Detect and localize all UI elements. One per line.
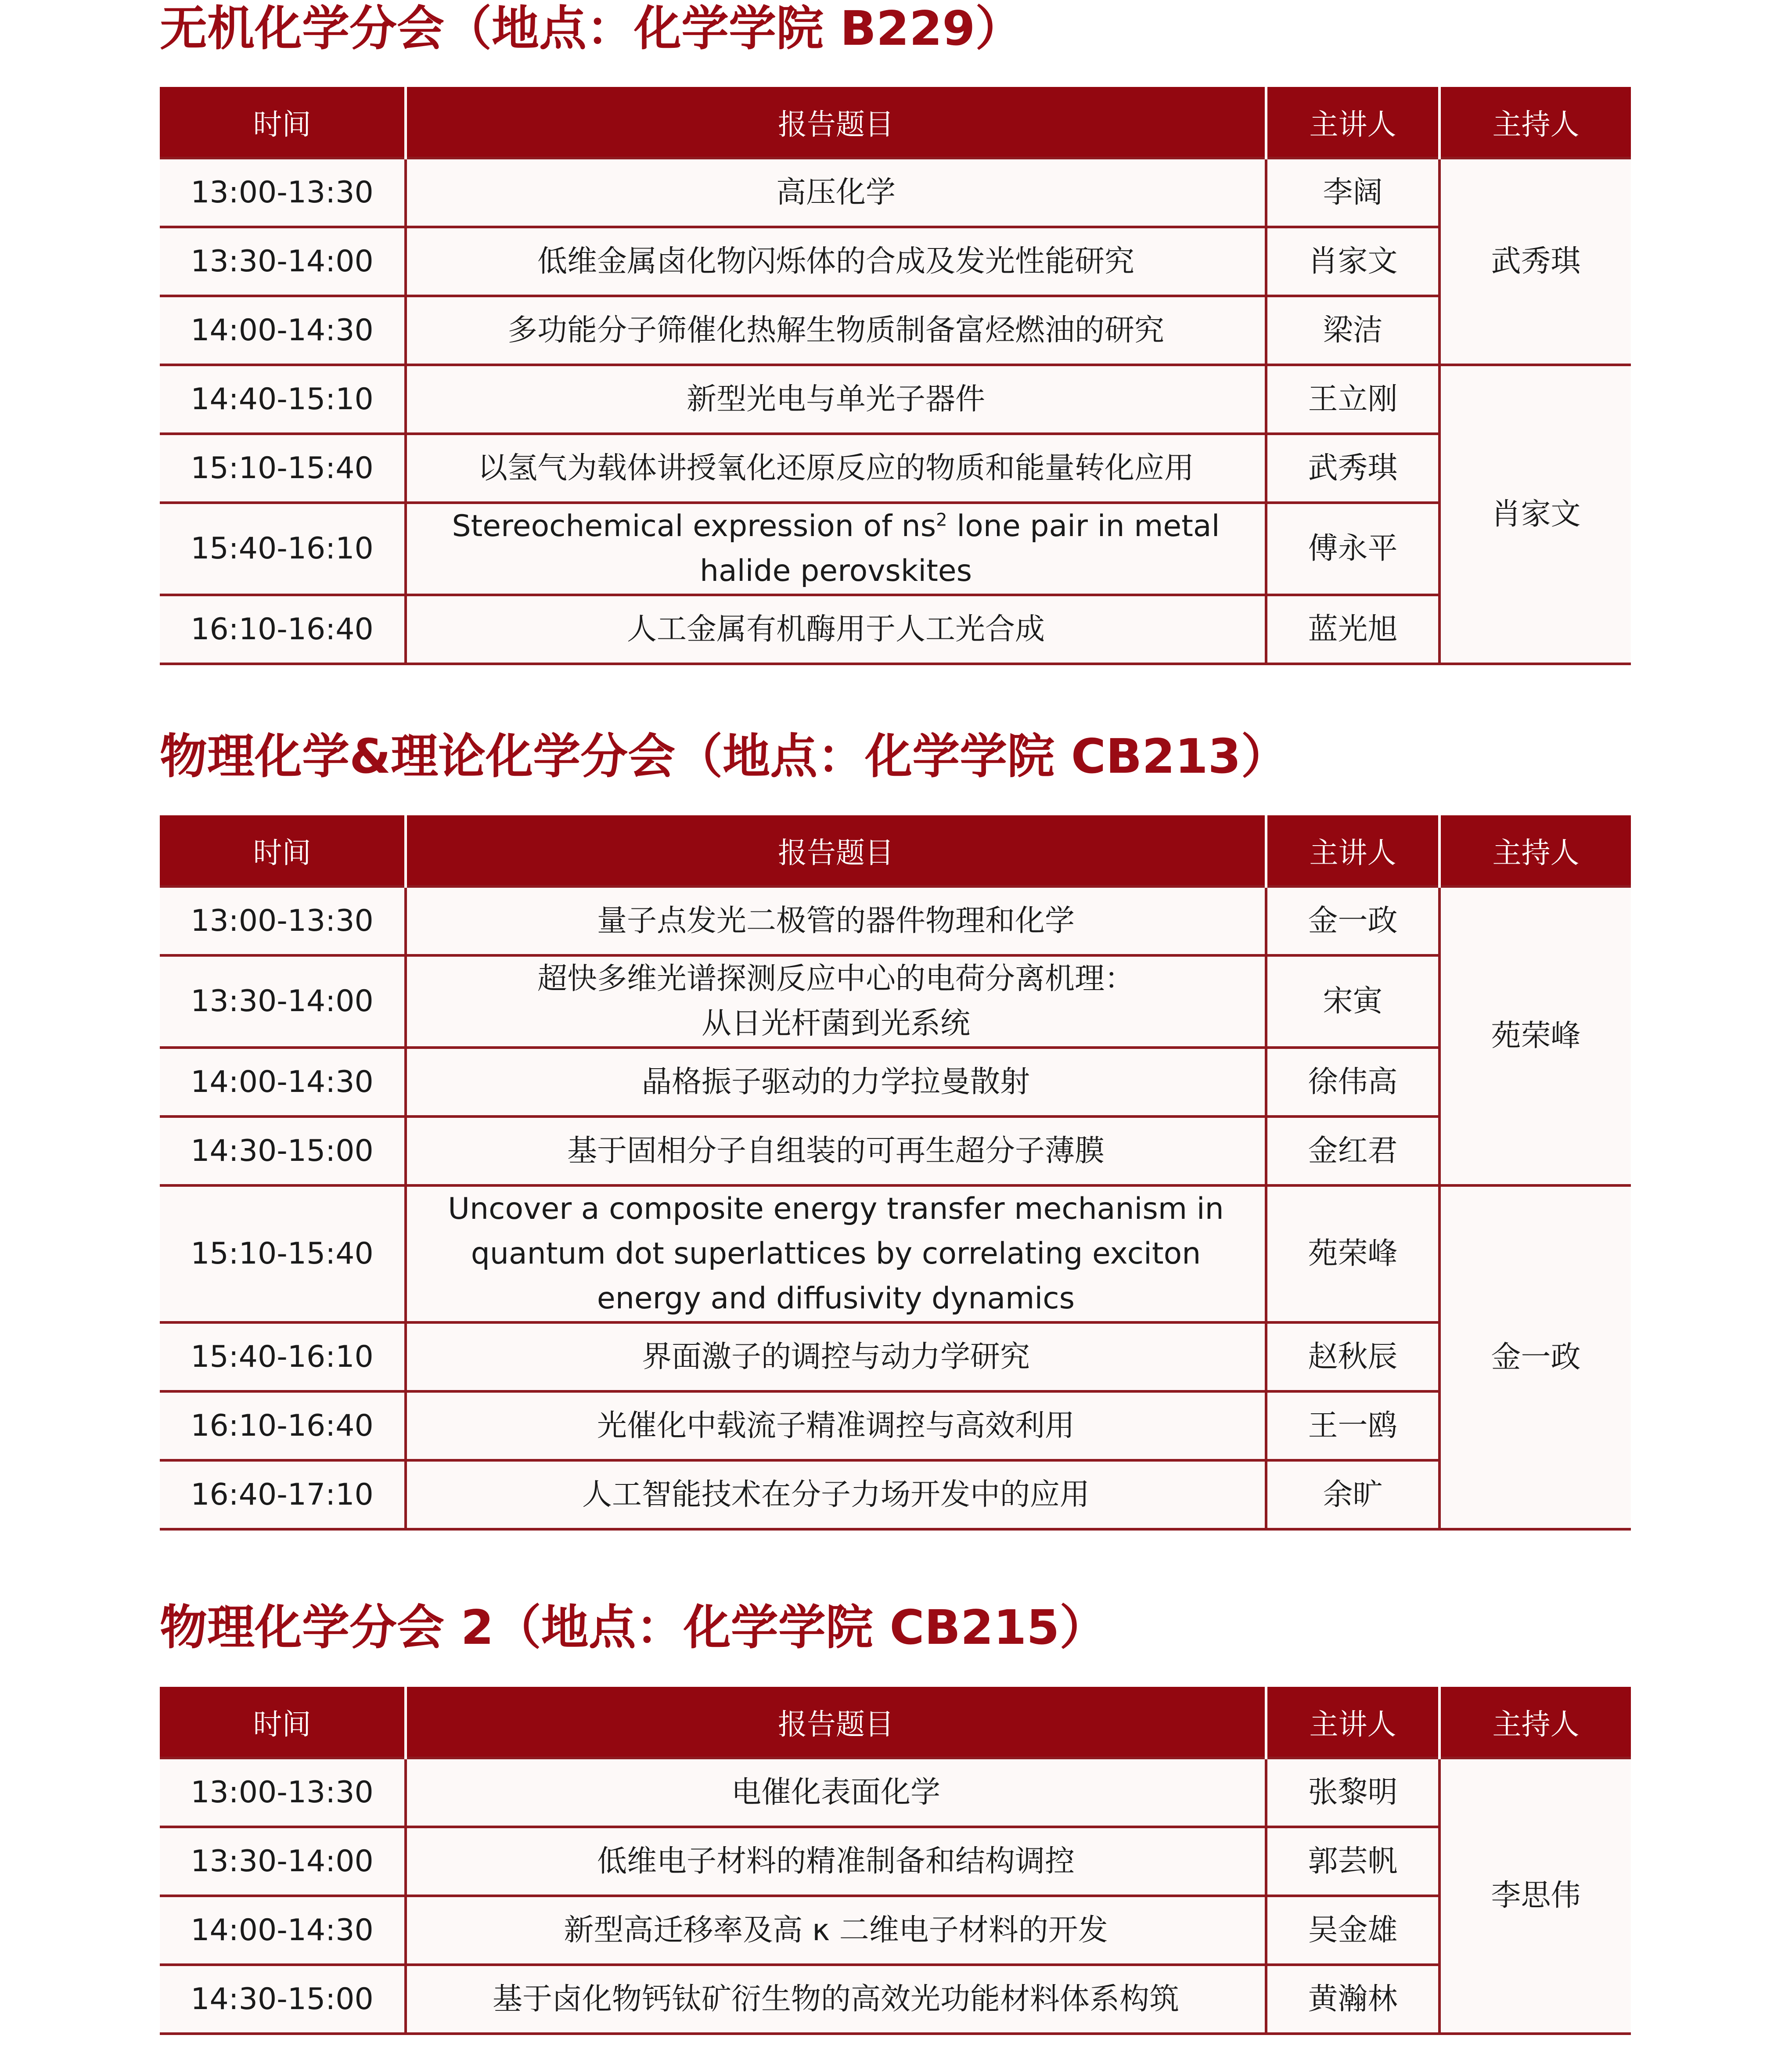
time-cell: 13:00-13:30	[160, 1758, 406, 1827]
header-time: 时间	[160, 1687, 406, 1758]
host-cell: 武秀琪	[1439, 158, 1631, 365]
time-cell: 13:30-14:00	[160, 227, 406, 296]
speaker-cell: 余旷	[1266, 1460, 1439, 1529]
table-row	[160, 158, 1631, 227]
header-host: 主持人	[1439, 1687, 1631, 1758]
schedule-table-physical-2	[160, 1687, 1631, 2035]
table-row	[160, 1896, 1631, 1965]
header-speaker: 主讲人	[1266, 815, 1439, 886]
time-cell: 15:10-15:40	[160, 434, 406, 503]
talk-title-cell: 人工智能技术在分子力场开发中的应用	[406, 1460, 1266, 1529]
talk-title-cell: 人工金属有机酶用于人工光合成	[406, 595, 1266, 664]
speaker-cell: 苑荣峰	[1266, 1185, 1439, 1322]
header-time: 时间	[160, 87, 406, 158]
host-cell: 李思伟	[1439, 1758, 1631, 2034]
table-row	[160, 1117, 1631, 1185]
header-host: 主持人	[1439, 87, 1631, 158]
talk-title-line: 从日光杆菌到光系统	[701, 1006, 970, 1041]
time-cell: 13:30-14:00	[160, 955, 406, 1048]
superscript: 2	[936, 510, 947, 530]
time-cell: 13:00-13:30	[160, 886, 406, 955]
talk-title-cell: 低维金属卤化物闪烁体的合成及发光性能研究	[406, 227, 1266, 296]
table-row	[160, 1758, 1631, 1827]
table-header-row	[160, 87, 1631, 158]
header-title: 报告题目	[406, 87, 1266, 158]
table-row	[160, 1965, 1631, 2034]
table-row	[160, 595, 1631, 664]
talk-title-cell	[406, 503, 1266, 595]
speaker-cell: 金红君	[1266, 1117, 1439, 1185]
header-title: 报告题目	[406, 815, 1266, 886]
host-cell: 肖家文	[1439, 365, 1631, 664]
talk-title-cell: 光催化中载流子精准调控与高效利用	[406, 1391, 1266, 1460]
time-cell: 14:30-15:00	[160, 1965, 406, 2034]
speaker-cell: 李阔	[1266, 158, 1439, 227]
talk-title-cell: Uncover a composite energy transfer mechanism in quantum dot superlattices by correlating exciton energy and diffusivity dynamics	[406, 1185, 1266, 1322]
time-cell: 14:00-14:30	[160, 1896, 406, 1965]
host-cell: 金一政	[1439, 1185, 1631, 1529]
time-cell: 16:10-16:40	[160, 595, 406, 664]
speaker-cell: 梁洁	[1266, 296, 1439, 365]
speaker-cell: 傅永平	[1266, 503, 1439, 595]
talk-title-cell: 以氢气为载体讲授氧化还原反应的物质和能量转化应用	[406, 434, 1266, 503]
talk-title-cell: 高压化学	[406, 158, 1266, 227]
table-row	[160, 227, 1631, 296]
speaker-cell: 金一政	[1266, 886, 1439, 955]
talk-title-cell: 界面激子的调控与动力学研究	[406, 1322, 1266, 1391]
table-row	[160, 1827, 1631, 1896]
talk-title-cell: 多功能分子筛催化热解生物质制备富烃燃油的研究	[406, 296, 1266, 365]
talk-title-cell: 基于固相分子自组装的可再生超分子薄膜	[406, 1117, 1266, 1185]
table-row	[160, 1460, 1631, 1529]
header-title: 报告题目	[406, 1687, 1266, 1758]
section-title-physical-2: 物理化学分会 2（地点：化学学院 CB215）	[160, 1600, 1107, 1655]
speaker-cell: 武秀琪	[1266, 434, 1439, 503]
talk-title-cell: 晶格振子驱动的力学拉曼散射	[406, 1048, 1266, 1117]
time-cell: 15:40-16:10	[160, 503, 406, 595]
talk-title-line: 超快多维光谱探测反应中心的电荷分离机理：	[537, 962, 1134, 996]
table-row	[160, 1391, 1631, 1460]
time-cell: 14:30-15:00	[160, 1117, 406, 1185]
speaker-cell: 赵秋辰	[1266, 1322, 1439, 1391]
speaker-cell: 宋寅	[1266, 955, 1439, 1048]
time-cell: 15:10-15:40	[160, 1185, 406, 1322]
table-row	[160, 955, 1631, 1048]
table-header-row	[160, 1687, 1631, 1758]
time-cell: 14:40-15:10	[160, 365, 406, 434]
section-title-inorganic: 无机化学分会（地点：化学学院 B229）	[160, 1, 1023, 56]
talk-title-cell: 低维电子材料的精准制备和结构调控	[406, 1827, 1266, 1896]
speaker-cell: 王一鸥	[1266, 1391, 1439, 1460]
header-speaker: 主讲人	[1266, 1687, 1439, 1758]
talk-title-cell: 电催化表面化学	[406, 1758, 1266, 1827]
speaker-cell: 吴金雄	[1266, 1896, 1439, 1965]
header-host: 主持人	[1439, 815, 1631, 886]
time-cell: 14:00-14:30	[160, 296, 406, 365]
time-cell: 16:10-16:40	[160, 1391, 406, 1460]
header-speaker: 主讲人	[1266, 87, 1439, 158]
time-cell: 13:00-13:30	[160, 158, 406, 227]
header-time: 时间	[160, 815, 406, 886]
time-cell: 13:30-14:00	[160, 1827, 406, 1896]
schedule-table-physical-theoretical	[160, 815, 1631, 1531]
speaker-cell: 张黎明	[1266, 1758, 1439, 1827]
time-cell: 14:00-14:30	[160, 1048, 406, 1117]
talk-title-cell	[406, 955, 1266, 1048]
table-header-row	[160, 815, 1631, 886]
table-row	[160, 434, 1631, 503]
table-row	[160, 365, 1631, 434]
talk-title-cell: 新型高迁移率及高 κ 二维电子材料的开发	[406, 1896, 1266, 1965]
table-row	[160, 1048, 1631, 1117]
speaker-cell: 蓝光旭	[1266, 595, 1439, 664]
time-cell: 15:40-16:10	[160, 1322, 406, 1391]
talk-title-text: Stereochemical expression of ns	[452, 509, 936, 544]
talk-title-cell: 基于卤化物钙钛矿衍生物的高效光功能材料体系构筑	[406, 1965, 1266, 2034]
section-title-physical-theoretical: 物理化学&理论化学分会（地点：化学学院 CB213）	[160, 729, 1288, 784]
talk-title-cell: 新型光电与单光子器件	[406, 365, 1266, 434]
table-row	[160, 1322, 1631, 1391]
table-row	[160, 503, 1631, 595]
table-row	[160, 886, 1631, 955]
speaker-cell: 徐伟高	[1266, 1048, 1439, 1117]
talk-title-text: lone pair in metal halide perovskites	[699, 509, 1220, 588]
speaker-cell: 肖家文	[1266, 227, 1439, 296]
table-row	[160, 296, 1631, 365]
talk-title-cell: 量子点发光二极管的器件物理和化学	[406, 886, 1266, 955]
host-cell: 苑荣峰	[1439, 886, 1631, 1185]
speaker-cell: 郭芸帆	[1266, 1827, 1439, 1896]
speaker-cell: 王立刚	[1266, 365, 1439, 434]
table-row	[160, 1185, 1631, 1322]
time-cell: 16:40-17:10	[160, 1460, 406, 1529]
speaker-cell: 黄瀚林	[1266, 1965, 1439, 2034]
schedule-table-inorganic	[160, 87, 1631, 665]
